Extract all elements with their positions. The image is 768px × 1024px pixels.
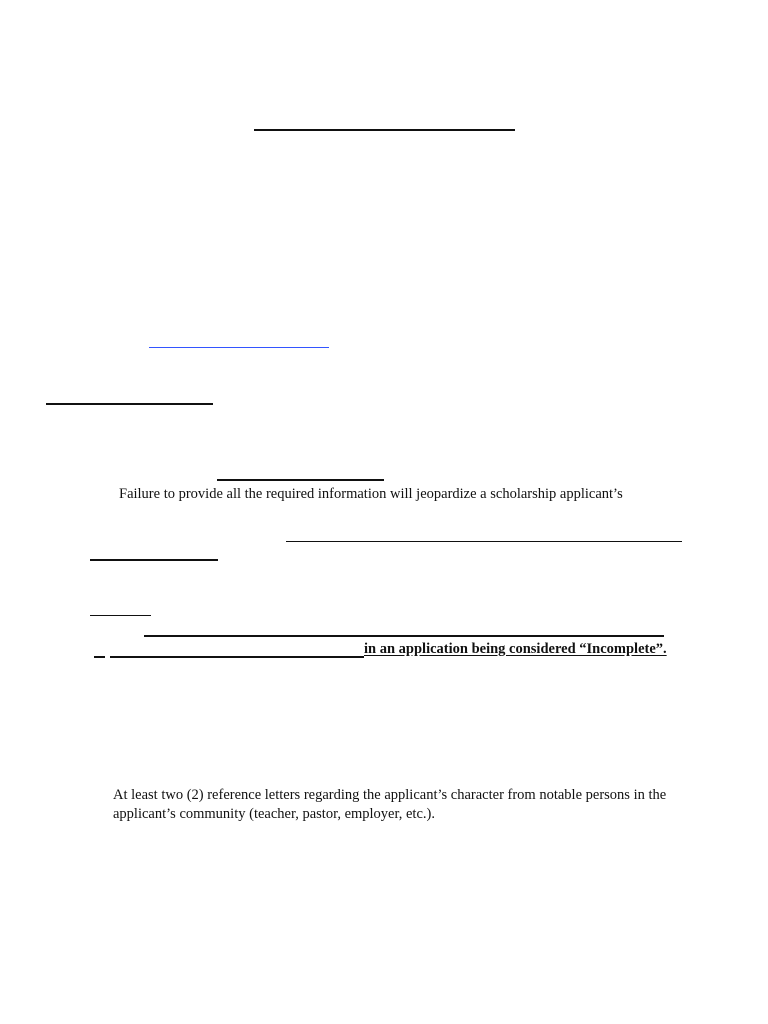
incomplete-lead-underline [110,656,364,658]
small-underline [90,615,151,616]
short-underline [90,559,218,561]
wide-underline [144,635,664,637]
emphasis-underline [217,479,384,481]
failure-notice-text: Failure to provide all the required information will jeopardize a scholarship applicant’s [119,486,623,502]
reference-letters-text: At least two (2) reference letters regarding the applicant’s character from notable persons in the applicant’s community (teacher, pastor, employer, etc.). [113,787,667,822]
title-underline [254,129,515,131]
dash-underline [94,656,105,658]
link-underline[interactable] [149,347,329,348]
long-underline [286,541,682,542]
section-heading-underline [46,403,213,405]
incomplete-notice-text: in an application being considered “Incomplete”. [364,641,667,657]
